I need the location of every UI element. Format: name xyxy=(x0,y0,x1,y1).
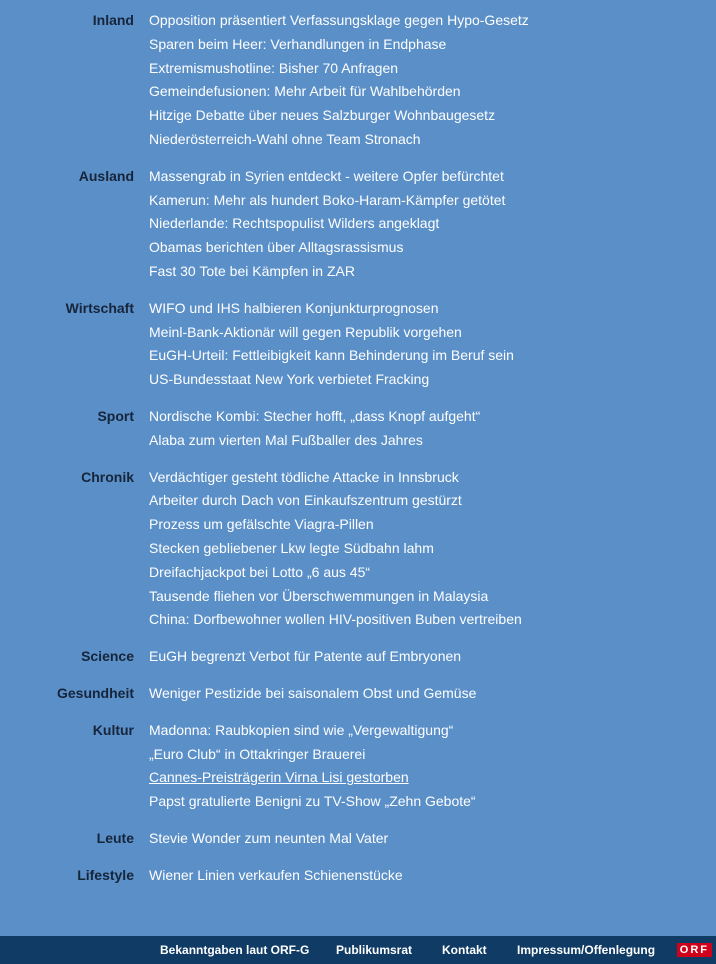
footer-link-kontakt[interactable]: Kontakt xyxy=(442,943,487,957)
section-kultur xyxy=(0,719,716,814)
section-lifestyle xyxy=(0,864,716,888)
category-label-inland: Inland xyxy=(92,12,134,28)
headline-link[interactable]: China: Dorfbewohner wollen HIV-positiven Buben vertreiben xyxy=(149,611,522,628)
section-leute xyxy=(0,827,716,851)
category-label-leute: Leute xyxy=(96,829,134,846)
headline-list xyxy=(149,645,716,669)
headline-list xyxy=(149,827,716,851)
headline-link[interactable]: „Euro Club“ in Ottakringer Brauerei xyxy=(149,745,366,762)
category-label-wirtschaft: Wirtschaft xyxy=(65,299,134,316)
category-label-ausland: Ausland xyxy=(78,167,134,184)
headline-link[interactable]: Stecken gebliebener Lkw legte Südbahn lahm xyxy=(149,539,434,556)
headline-link[interactable]: Sparen beim Heer: Verhandlungen in Endphase xyxy=(149,35,447,52)
headline-list xyxy=(149,864,716,888)
headline-list xyxy=(149,9,716,152)
footer-link-publikumsrat[interactable]: Publikumsrat xyxy=(336,943,413,957)
headline-link[interactable]: Nordische Kombi: Stecher hofft, „dass Knopf aufgeht“ xyxy=(149,407,481,424)
section-science xyxy=(0,645,716,669)
headline-link[interactable]: Weniger Pestizide bei saisonalem Obst und Gemüse xyxy=(149,684,477,701)
headline-link[interactable]: Dreifachjackpot bei Lotto „6 aus 45“ xyxy=(149,563,371,580)
headline-link[interactable]: Hitzige Debatte über neues Salzburger Wohnbaugesetz xyxy=(149,107,496,124)
category-label-science: Science xyxy=(81,648,134,665)
headline-link[interactable]: WIFO und IHS halbieren Konjunkturprognosen xyxy=(149,299,439,316)
category-label-sport: Sport xyxy=(97,407,134,424)
headline-link[interactable]: Kamerun: Mehr als hundert Boko-Haram-Kämpfer getötet xyxy=(149,191,506,208)
section-sport xyxy=(0,405,716,453)
headline-link[interactable]: Opposition präsentiert Verfassungsklage gegen Hypo-Gesetz xyxy=(149,12,529,28)
section-inland xyxy=(0,9,716,152)
headline-link[interactable]: Niederlande: Rechtspopulist Wilders angeklagt xyxy=(149,215,440,232)
headline-link[interactable]: Verdächtiger gesteht tödliche Attacke in Innsbruck xyxy=(149,468,459,485)
headline-link[interactable]: Gemeindefusionen: Mehr Arbeit für Wahlbehörden xyxy=(149,83,461,100)
headline-link[interactable]: Fast 30 Tote bei Kämpfen in ZAR xyxy=(149,262,355,279)
headline-link[interactable]: EuGH begrenzt Verbot für Patente auf Embryonen xyxy=(149,648,462,665)
headline-link[interactable]: Obamas berichten über Alltagsrassismus xyxy=(149,239,404,256)
section-wirtschaft xyxy=(0,297,716,392)
headline-list xyxy=(149,405,716,453)
headline-link[interactable]: Alaba zum vierten Mal Fußballer des Jahres xyxy=(149,431,423,448)
headline-link[interactable]: Wiener Linien verkaufen Schienenstücke xyxy=(149,866,403,883)
headline-link[interactable]: Tausende fliehen vor Überschwemmungen in Malaysia xyxy=(149,587,489,604)
category-label-lifestyle: Lifestyle xyxy=(77,866,134,883)
headline-link[interactable]: Arbeiter durch Dach von Einkaufszentrum gestürzt xyxy=(149,492,462,509)
headline-link[interactable]: Madonna: Raubkopien sind wie „Vergewaltigung“ xyxy=(149,721,454,738)
headline-list xyxy=(149,297,716,392)
section-chronik xyxy=(0,466,716,633)
category-label-chronik: Chronik xyxy=(81,468,134,485)
footer-link-bekanntgaben[interactable]: Bekanntgaben laut ORF-G xyxy=(160,943,310,957)
headline-link[interactable]: US-Bundesstaat New York verbietet Fracking xyxy=(149,371,430,388)
headline-list xyxy=(149,165,716,284)
headline-link[interactable]: Niederösterreich-Wahl ohne Team Stronach xyxy=(149,130,421,147)
headline-link[interactable]: Prozess um gefälschte Viagra-Pillen xyxy=(149,516,374,533)
footer-bar xyxy=(0,936,716,964)
section-gesundheit xyxy=(0,682,716,706)
headline-link[interactable]: Stevie Wonder zum neunten Mal Vater xyxy=(149,829,389,846)
headline-link[interactable]: EuGH-Urteil: Fettleibigkeit kann Behinderung im Beruf sein xyxy=(149,347,514,364)
headline-list xyxy=(149,466,716,633)
footer-link-impressum[interactable]: Impressum/Offenlegung xyxy=(517,943,656,957)
headline-link-hovered[interactable]: Cannes-Preisträgerin Virna Lisi gestorben xyxy=(149,769,409,786)
headline-link[interactable]: Papst gratulierte Benigni zu TV-Show „Zehn Gebote“ xyxy=(149,793,476,810)
orf-logo[interactable]: ORF xyxy=(677,943,712,957)
headline-link[interactable]: Extremismushotline: Bisher 70 Anfragen xyxy=(149,59,399,76)
headline-list xyxy=(149,682,716,706)
headline-link[interactable]: Meinl-Bank-Aktionär will gegen Republik vorgehen xyxy=(149,323,462,340)
section-ausland xyxy=(0,165,716,284)
category-label-gesundheit: Gesundheit xyxy=(56,684,134,701)
headline-list xyxy=(149,719,716,814)
news-sections xyxy=(0,9,716,901)
headline-link[interactable]: Massengrab in Syrien entdeckt - weitere Opfer befürchtet xyxy=(149,167,504,184)
category-label-kultur: Kultur xyxy=(92,721,134,738)
